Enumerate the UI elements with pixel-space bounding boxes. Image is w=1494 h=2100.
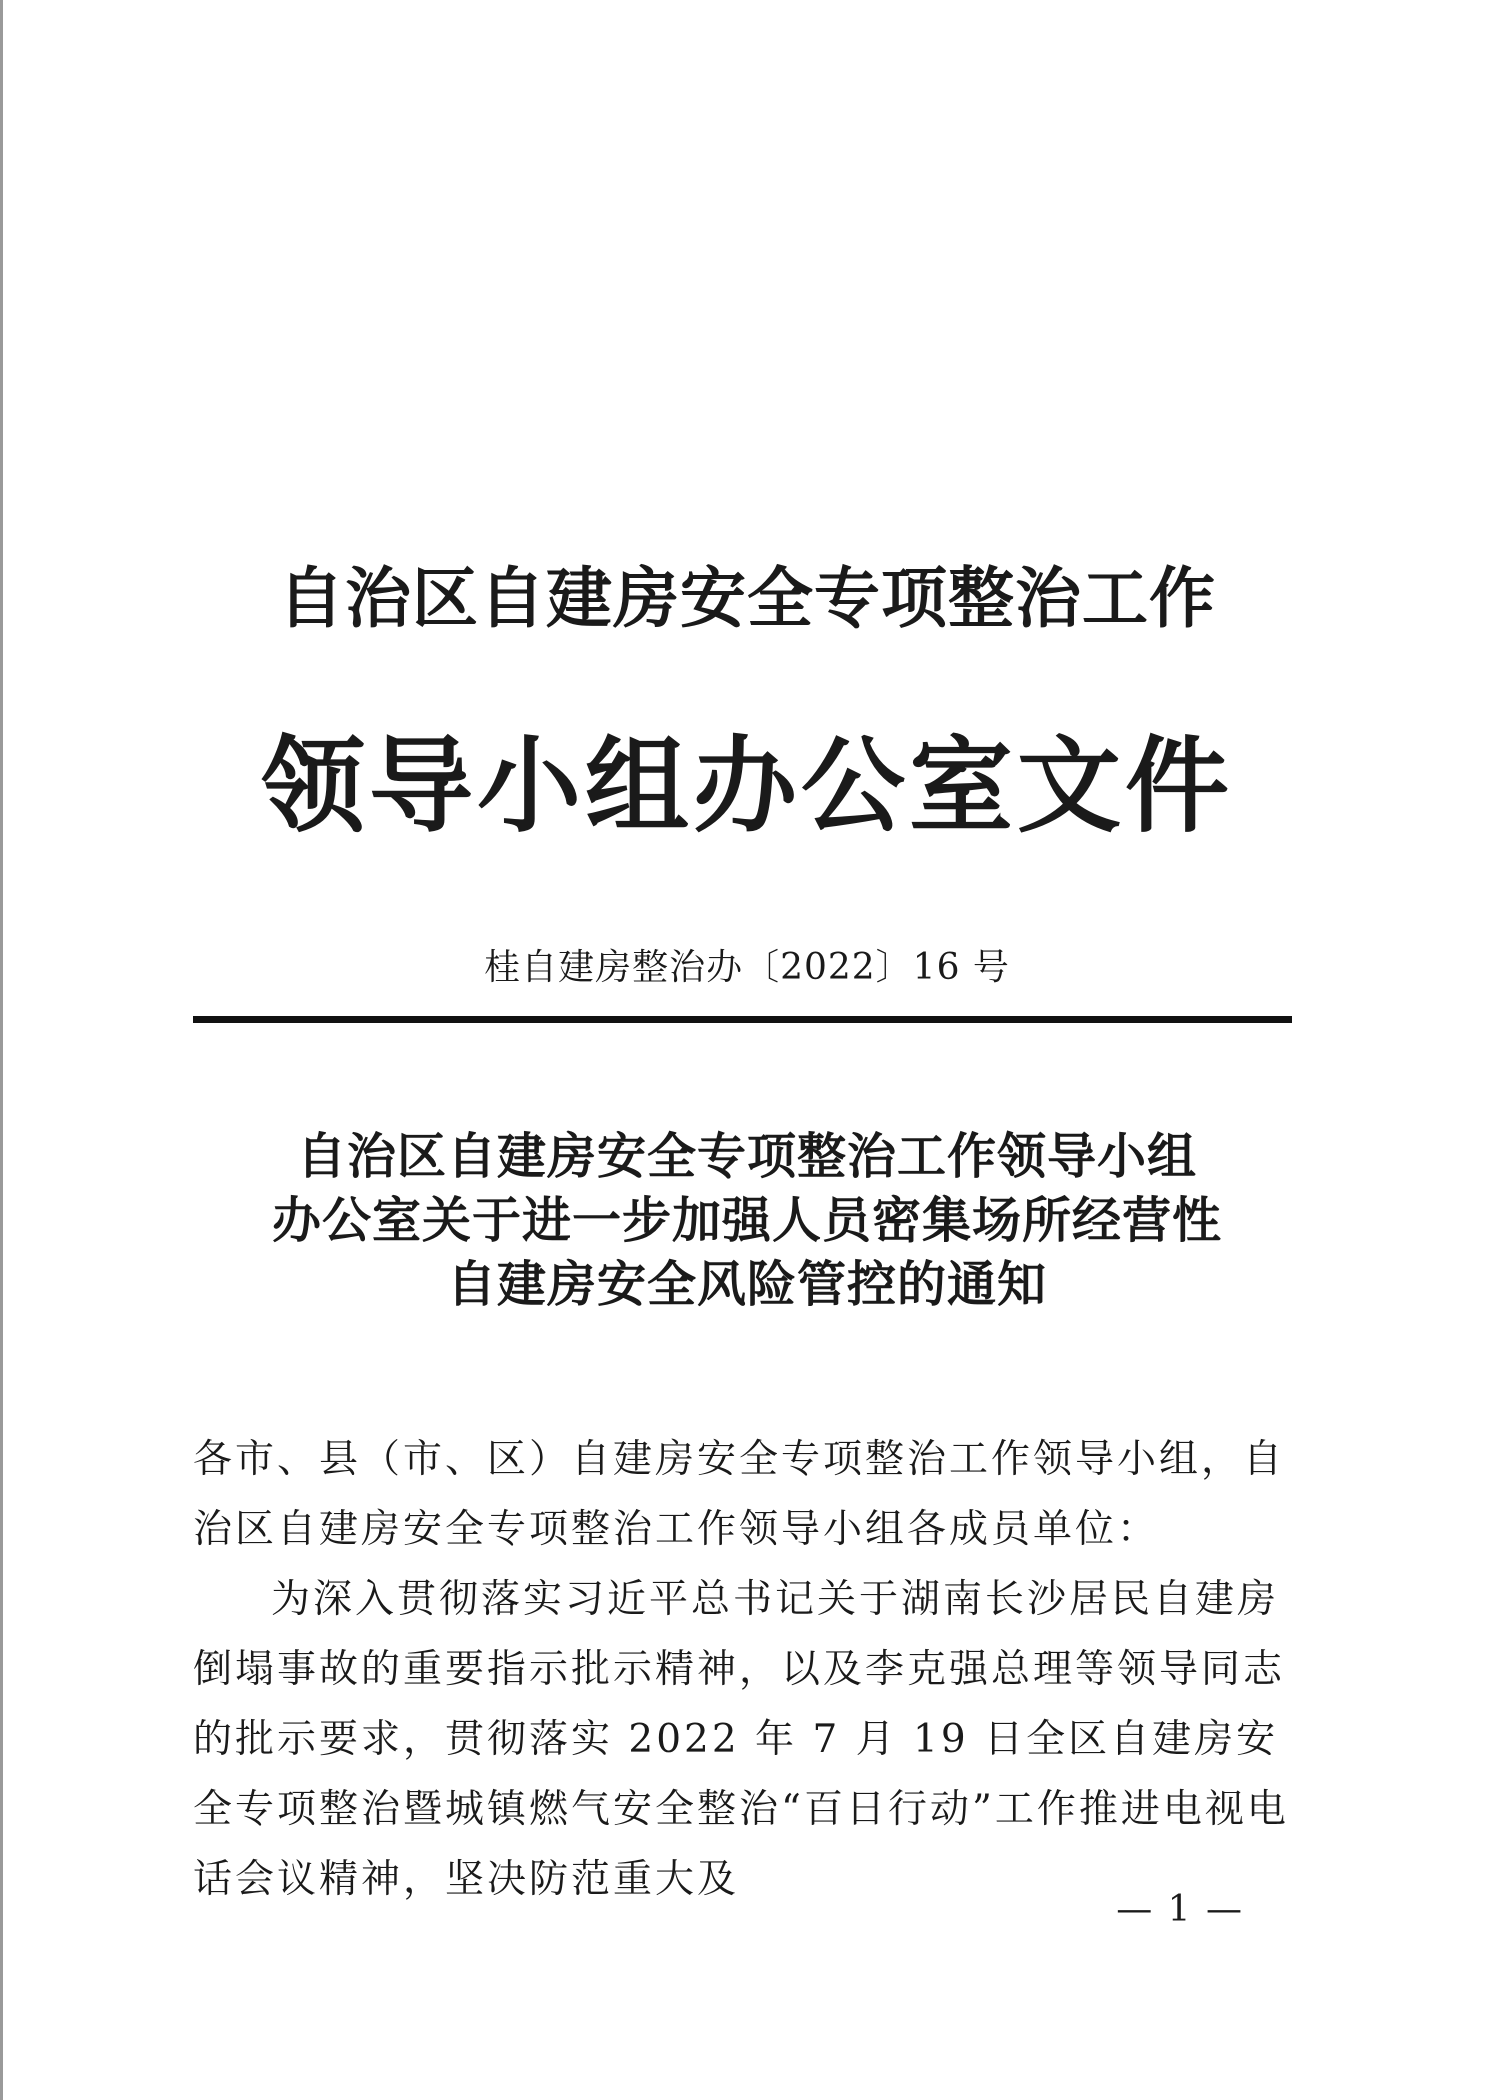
body-paragraph-1: 为深入贯彻落实习近平总书记关于湖南长沙居民自建房倒塌事故的重要指示批示精神，以及李克强总理等领导同志的批示要求，贯彻落实 2022 年 7 月 19 日全区自建房安全专项整治暨城镇燃气安全整治“百日行动”工作推进电视电话会议精神，坚决防范重大及 [193, 1577, 1289, 1902]
issuer-name-line1: 自治区自建房安全专项整治工作 [278, 559, 1216, 637]
addressee-paragraph: 各市、县（市、区）自建房安全专项整治工作领导小组，自治区自建房安全专项整治工作领导小组各成员单位： [193, 1437, 1286, 1552]
document-body [193, 1425, 1297, 1915]
document-title-line1: 自治区自建房安全专项整治工作领导小组 [296, 1127, 1197, 1185]
document-number: 桂自建房整治办〔2022〕16 号 [484, 947, 1010, 988]
header-separator-rule [193, 1016, 1292, 1023]
document-title-line2: 办公室关于进一步加强人员密集场所经营性 [271, 1191, 1222, 1249]
issuer-name-line2: 领导小组办公室文件 [260, 724, 1233, 847]
document-title [0, 1124, 1494, 1316]
page-edge [0, 0, 3, 2100]
document-title-line3: 自建房安全风险管控的通知 [446, 1255, 1047, 1313]
page-number: — 1 — [1116, 1889, 1244, 1930]
